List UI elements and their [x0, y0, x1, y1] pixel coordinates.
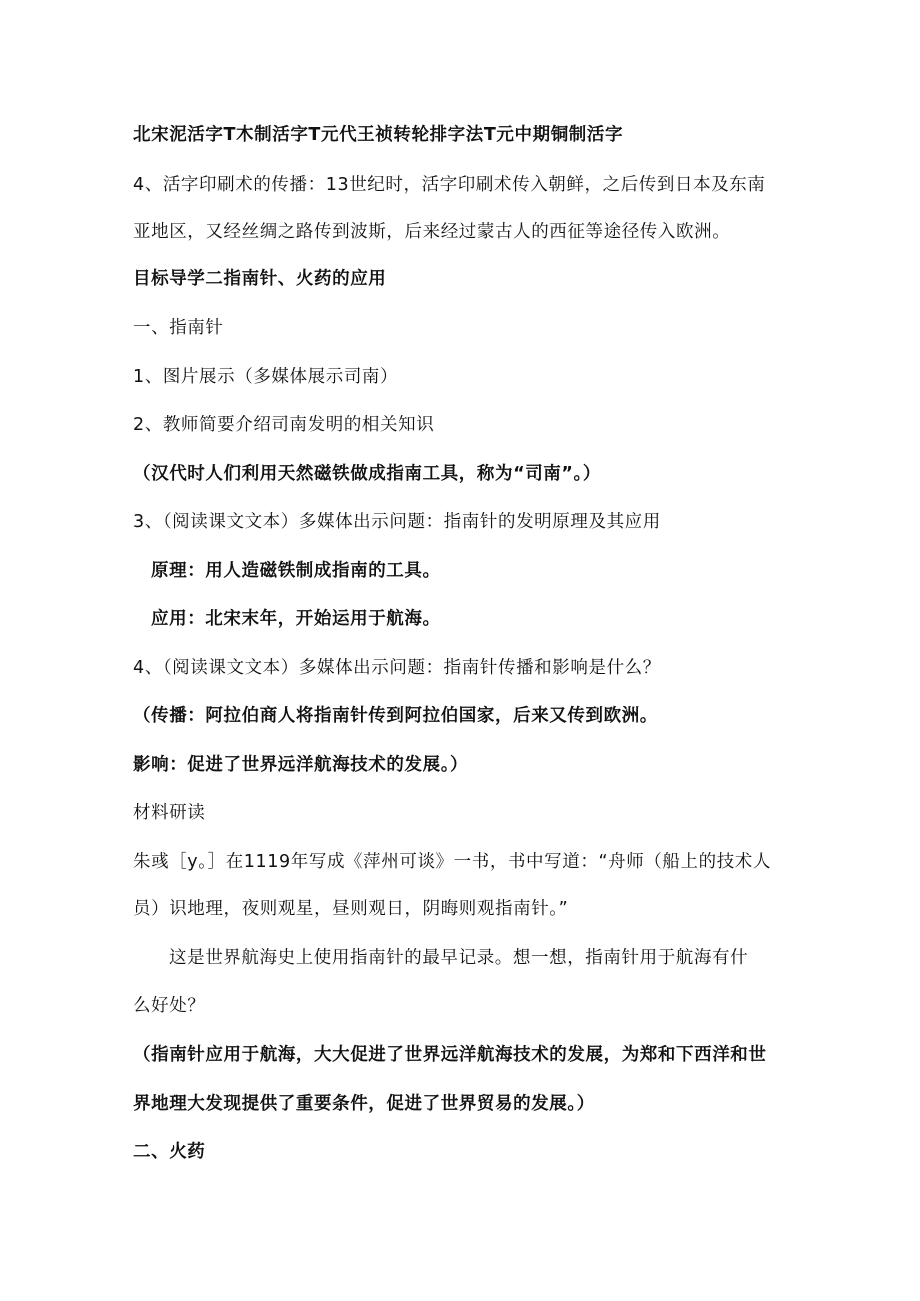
- text-line-answer-2: 界地理大发现提供了重要条件，促进了世界贸易的发展。）: [133, 1094, 595, 1114]
- text-line-spread-answer: （传播：阿拉伯商人将指南针传到阿拉伯国家，后来又传到欧洲。: [133, 706, 658, 726]
- text-line-sinan-note: （汉代时人们利用天然磁铁做成指南工具，称为“司南”。）: [133, 464, 601, 484]
- text-line-answer-1: （指南针应用于航海，大大促进了世界远洋航海技术的发展，为郑和下西洋和世: [133, 1045, 767, 1065]
- text-line-item-4: 4、（阅读课文文本）多媒体出示问题：指南针传播和影响是什么？: [133, 658, 661, 678]
- text-line-question-1: 这是世界航海史上使用指南针的最早记录。想一想，指南针用于航海有什: [169, 948, 749, 968]
- subheading-material-reading: 材料研读: [133, 803, 206, 823]
- text-line-application: 应用：北宋末年，开始运用于航海。: [151, 609, 441, 629]
- text-line-quote-2: 员）识地理，夜则观星，昼则观日，阴晦则观指南针。”: [133, 899, 569, 919]
- text-line-principle: 原理：用人造磁铁制成指南的工具。: [151, 561, 441, 581]
- text-line-type-evolution: 北宋泥活字T木制活字T元代王祯转轮排字法T元中期铜制活字: [133, 125, 624, 145]
- text-line-question-2: 么好处？: [133, 996, 206, 1016]
- text-line-movable-type-spread-2: 亚地区，又经丝绸之路传到波斯，后来经过蒙古人的西征等途径传入欧洲。: [133, 222, 731, 242]
- section-heading-goal-2: 目标导学二指南针、火药的应用: [133, 269, 387, 289]
- text-line-influence-answer: 影响：促进了世界远洋航海技术的发展。）: [133, 755, 469, 775]
- text-line-item-3: 3、（阅读课文文本）多媒体出示问题：指南针的发明原理及其应用: [133, 512, 661, 532]
- text-line-item-2: 2、教师简要介绍司南发明的相关知识: [133, 415, 435, 435]
- text-line-movable-type-spread-1: 4、活字印刷术的传播：13世纪时，活字印刷术传入朝鲜，之后传到日本及东南: [133, 175, 766, 195]
- subheading-compass: 一、指南针: [133, 318, 224, 338]
- subheading-gunpowder: 二、火药: [133, 1142, 206, 1162]
- text-line-quote-1: 朱彧［y。］在1119年写成《萍州可谈》一书，书中写道：“舟师（船上的技术人: [133, 852, 772, 872]
- text-line-item-1: 1、图片展示（多媒体展示司南）: [133, 367, 399, 387]
